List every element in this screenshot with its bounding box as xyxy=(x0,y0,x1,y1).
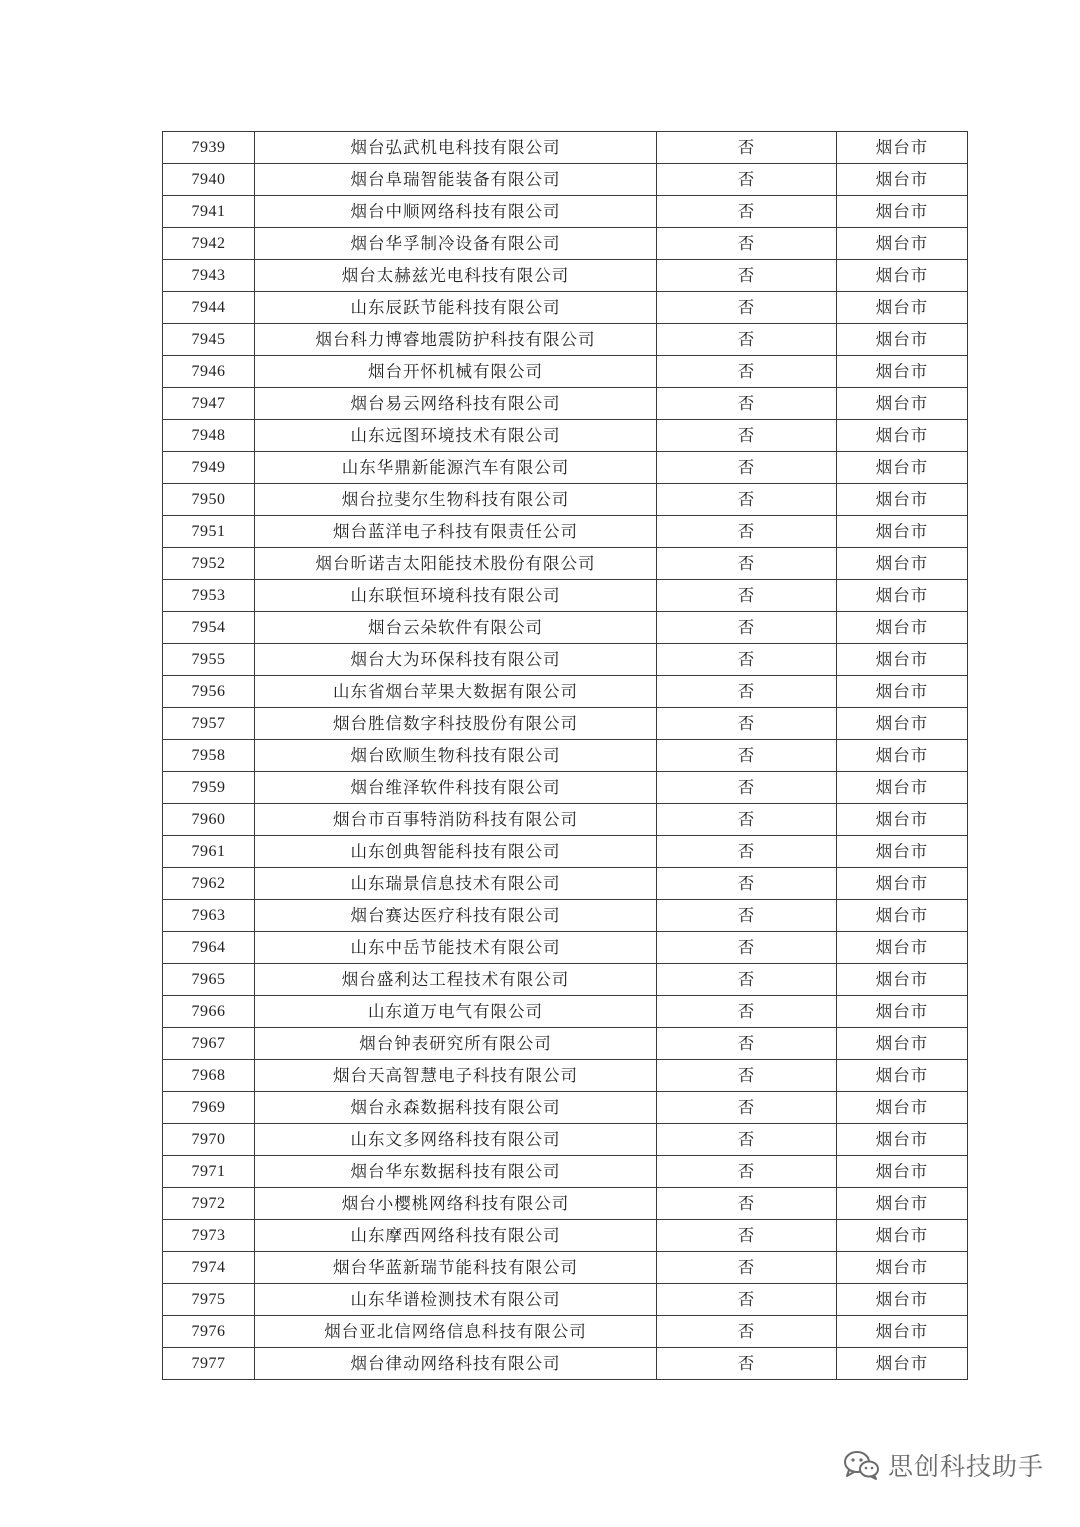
wechat-icon xyxy=(842,1449,880,1481)
table-row xyxy=(163,900,968,932)
row-number-cell: 7955 xyxy=(163,644,255,676)
flag-cell: 否 xyxy=(657,772,837,804)
row-number-cell: 7960 xyxy=(163,804,255,836)
city-cell: 烟台市 xyxy=(837,1252,968,1284)
row-number-cell: 7967 xyxy=(163,1028,255,1060)
table-row xyxy=(163,1060,968,1092)
row-number-cell: 7950 xyxy=(163,484,255,516)
flag-cell: 否 xyxy=(657,164,837,196)
watermark xyxy=(842,1447,1044,1483)
company-name-cell: 烟台永森数据科技有限公司 xyxy=(255,1092,657,1124)
city-cell: 烟台市 xyxy=(837,868,968,900)
row-number-cell: 7972 xyxy=(163,1188,255,1220)
city-cell: 烟台市 xyxy=(837,196,968,228)
flag-cell: 否 xyxy=(657,740,837,772)
city-cell: 烟台市 xyxy=(837,1156,968,1188)
company-name-cell: 烟台律动网络科技有限公司 xyxy=(255,1348,657,1380)
company-name-cell: 山东创典智能科技有限公司 xyxy=(255,836,657,868)
row-number-cell: 7953 xyxy=(163,580,255,612)
city-cell: 烟台市 xyxy=(837,548,968,580)
row-number-cell: 7974 xyxy=(163,1252,255,1284)
row-number-cell: 7952 xyxy=(163,548,255,580)
flag-cell: 否 xyxy=(657,1124,837,1156)
row-number-cell: 7946 xyxy=(163,356,255,388)
flag-cell: 否 xyxy=(657,196,837,228)
flag-cell: 否 xyxy=(657,1188,837,1220)
table-row xyxy=(163,228,968,260)
table-row xyxy=(163,1284,968,1316)
row-number-cell: 7977 xyxy=(163,1348,255,1380)
table-row xyxy=(163,804,968,836)
city-cell: 烟台市 xyxy=(837,708,968,740)
table-row xyxy=(163,1220,968,1252)
table-row xyxy=(163,484,968,516)
city-cell: 烟台市 xyxy=(837,132,968,164)
table-row xyxy=(163,1252,968,1284)
city-cell: 烟台市 xyxy=(837,964,968,996)
table-row xyxy=(163,548,968,580)
table-row xyxy=(163,772,968,804)
city-cell: 烟台市 xyxy=(837,932,968,964)
row-number-cell: 7971 xyxy=(163,1156,255,1188)
city-cell: 烟台市 xyxy=(837,1316,968,1348)
flag-cell: 否 xyxy=(657,516,837,548)
company-name-cell: 烟台蓝洋电子科技有限责任公司 xyxy=(255,516,657,548)
company-name-cell: 山东联恒环境科技有限公司 xyxy=(255,580,657,612)
flag-cell: 否 xyxy=(657,804,837,836)
city-cell: 烟台市 xyxy=(837,804,968,836)
company-name-cell: 烟台华东数据科技有限公司 xyxy=(255,1156,657,1188)
company-name-cell: 烟台盛利达工程技术有限公司 xyxy=(255,964,657,996)
table-row xyxy=(163,164,968,196)
row-number-cell: 7957 xyxy=(163,708,255,740)
company-name-cell: 烟台华孚制冷设备有限公司 xyxy=(255,228,657,260)
company-name-cell: 烟台维泽软件科技有限公司 xyxy=(255,772,657,804)
row-number-cell: 7939 xyxy=(163,132,255,164)
table-row xyxy=(163,964,968,996)
flag-cell: 否 xyxy=(657,324,837,356)
company-name-cell: 烟台市百事特消防科技有限公司 xyxy=(255,804,657,836)
row-number-cell: 7965 xyxy=(163,964,255,996)
row-number-cell: 7961 xyxy=(163,836,255,868)
flag-cell: 否 xyxy=(657,580,837,612)
table-row xyxy=(163,420,968,452)
table-row xyxy=(163,1316,968,1348)
table-row xyxy=(163,1156,968,1188)
table-row xyxy=(163,836,968,868)
company-name-cell: 山东中岳节能技术有限公司 xyxy=(255,932,657,964)
flag-cell: 否 xyxy=(657,676,837,708)
table-row xyxy=(163,132,968,164)
row-number-cell: 7942 xyxy=(163,228,255,260)
city-cell: 烟台市 xyxy=(837,996,968,1028)
table-row xyxy=(163,452,968,484)
table-row xyxy=(163,612,968,644)
table-row xyxy=(163,1092,968,1124)
table-row xyxy=(163,580,968,612)
flag-cell: 否 xyxy=(657,1156,837,1188)
row-number-cell: 7945 xyxy=(163,324,255,356)
flag-cell: 否 xyxy=(657,612,837,644)
flag-cell: 否 xyxy=(657,228,837,260)
row-number-cell: 7975 xyxy=(163,1284,255,1316)
company-name-cell: 山东摩西网络科技有限公司 xyxy=(255,1220,657,1252)
company-name-cell: 山东瑞景信息技术有限公司 xyxy=(255,868,657,900)
flag-cell: 否 xyxy=(657,292,837,324)
row-number-cell: 7962 xyxy=(163,868,255,900)
city-cell: 烟台市 xyxy=(837,164,968,196)
flag-cell: 否 xyxy=(657,1092,837,1124)
company-name-cell: 烟台胜信数字科技股份有限公司 xyxy=(255,708,657,740)
city-cell: 烟台市 xyxy=(837,740,968,772)
city-cell: 烟台市 xyxy=(837,228,968,260)
company-name-cell: 烟台华蓝新瑞节能科技有限公司 xyxy=(255,1252,657,1284)
table-row xyxy=(163,388,968,420)
row-number-cell: 7949 xyxy=(163,452,255,484)
city-cell: 烟台市 xyxy=(837,1348,968,1380)
row-number-cell: 7956 xyxy=(163,676,255,708)
row-number-cell: 7963 xyxy=(163,900,255,932)
company-name-cell: 烟台欧顺生物科技有限公司 xyxy=(255,740,657,772)
watermark-text: 思创科技助手 xyxy=(887,1452,1044,1481)
row-number-cell: 7943 xyxy=(163,260,255,292)
city-cell: 烟台市 xyxy=(837,612,968,644)
city-cell: 烟台市 xyxy=(837,644,968,676)
table-row xyxy=(163,356,968,388)
company-name-cell: 山东华鼎新能源汽车有限公司 xyxy=(255,452,657,484)
table-row xyxy=(163,996,968,1028)
company-name-cell: 烟台中顺网络科技有限公司 xyxy=(255,196,657,228)
city-cell: 烟台市 xyxy=(837,324,968,356)
city-cell: 烟台市 xyxy=(837,516,968,548)
city-cell: 烟台市 xyxy=(837,836,968,868)
city-cell: 烟台市 xyxy=(837,356,968,388)
flag-cell: 否 xyxy=(657,1060,837,1092)
flag-cell: 否 xyxy=(657,900,837,932)
company-name-cell: 烟台昕诺吉太阳能技术股份有限公司 xyxy=(255,548,657,580)
table-row xyxy=(163,868,968,900)
company-name-cell: 烟台云朵软件有限公司 xyxy=(255,612,657,644)
flag-cell: 否 xyxy=(657,1028,837,1060)
table-row xyxy=(163,516,968,548)
company-name-cell: 烟台科力博睿地震防护科技有限公司 xyxy=(255,324,657,356)
city-cell: 烟台市 xyxy=(837,1028,968,1060)
company-name-cell: 烟台阜瑞智能装备有限公司 xyxy=(255,164,657,196)
flag-cell: 否 xyxy=(657,1348,837,1380)
row-number-cell: 7966 xyxy=(163,996,255,1028)
table-row xyxy=(163,1188,968,1220)
company-name-cell: 山东远图环境技术有限公司 xyxy=(255,420,657,452)
flag-cell: 否 xyxy=(657,1252,837,1284)
flag-cell: 否 xyxy=(657,132,837,164)
row-number-cell: 7940 xyxy=(163,164,255,196)
row-number-cell: 7947 xyxy=(163,388,255,420)
city-cell: 烟台市 xyxy=(837,1284,968,1316)
city-cell: 烟台市 xyxy=(837,772,968,804)
city-cell: 烟台市 xyxy=(837,1124,968,1156)
flag-cell: 否 xyxy=(657,452,837,484)
row-number-cell: 7959 xyxy=(163,772,255,804)
company-name-cell: 烟台弘武机电科技有限公司 xyxy=(255,132,657,164)
table-row xyxy=(163,260,968,292)
city-cell: 烟台市 xyxy=(837,420,968,452)
company-name-cell: 山东辰跃节能科技有限公司 xyxy=(255,292,657,324)
flag-cell: 否 xyxy=(657,964,837,996)
city-cell: 烟台市 xyxy=(837,388,968,420)
row-number-cell: 7969 xyxy=(163,1092,255,1124)
flag-cell: 否 xyxy=(657,260,837,292)
flag-cell: 否 xyxy=(657,1316,837,1348)
flag-cell: 否 xyxy=(657,356,837,388)
company-name-cell: 烟台开怀机械有限公司 xyxy=(255,356,657,388)
company-name-cell: 山东道万电气有限公司 xyxy=(255,996,657,1028)
table-row xyxy=(163,740,968,772)
city-cell: 烟台市 xyxy=(837,1060,968,1092)
company-name-cell: 烟台易云网络科技有限公司 xyxy=(255,388,657,420)
row-number-cell: 7968 xyxy=(163,1060,255,1092)
row-number-cell: 7954 xyxy=(163,612,255,644)
flag-cell: 否 xyxy=(657,548,837,580)
city-cell: 烟台市 xyxy=(837,260,968,292)
city-cell: 烟台市 xyxy=(837,1188,968,1220)
city-cell: 烟台市 xyxy=(837,580,968,612)
company-name-cell: 烟台天高智慧电子科技有限公司 xyxy=(255,1060,657,1092)
table-row xyxy=(163,1348,968,1380)
row-number-cell: 7944 xyxy=(163,292,255,324)
table-row xyxy=(163,196,968,228)
city-cell: 烟台市 xyxy=(837,452,968,484)
table-row xyxy=(163,292,968,324)
row-number-cell: 7964 xyxy=(163,932,255,964)
company-name-cell: 烟台亚北信网络信息科技有限公司 xyxy=(255,1316,657,1348)
table-row xyxy=(163,1124,968,1156)
company-name-cell: 山东文多网络科技有限公司 xyxy=(255,1124,657,1156)
company-name-cell: 烟台钟表研究所有限公司 xyxy=(255,1028,657,1060)
row-number-cell: 7973 xyxy=(163,1220,255,1252)
company-name-cell: 烟台赛达医疗科技有限公司 xyxy=(255,900,657,932)
city-cell: 烟台市 xyxy=(837,1092,968,1124)
table-row xyxy=(163,324,968,356)
flag-cell: 否 xyxy=(657,708,837,740)
city-cell: 烟台市 xyxy=(837,292,968,324)
flag-cell: 否 xyxy=(657,388,837,420)
table-row xyxy=(163,932,968,964)
company-name-cell: 烟台太赫兹光电科技有限公司 xyxy=(255,260,657,292)
company-name-cell: 烟台大为环保科技有限公司 xyxy=(255,644,657,676)
table-row xyxy=(163,676,968,708)
table-row xyxy=(163,708,968,740)
row-number-cell: 7941 xyxy=(163,196,255,228)
row-number-cell: 7951 xyxy=(163,516,255,548)
company-name-cell: 山东华谱检测技术有限公司 xyxy=(255,1284,657,1316)
flag-cell: 否 xyxy=(657,484,837,516)
flag-cell: 否 xyxy=(657,868,837,900)
flag-cell: 否 xyxy=(657,932,837,964)
table-row xyxy=(163,1028,968,1060)
table-row xyxy=(163,644,968,676)
city-cell: 烟台市 xyxy=(837,676,968,708)
flag-cell: 否 xyxy=(657,996,837,1028)
company-name-cell: 山东省烟台苹果大数据有限公司 xyxy=(255,676,657,708)
flag-cell: 否 xyxy=(657,836,837,868)
row-number-cell: 7976 xyxy=(163,1316,255,1348)
flag-cell: 否 xyxy=(657,644,837,676)
row-number-cell: 7970 xyxy=(163,1124,255,1156)
company-name-cell: 烟台小樱桃网络科技有限公司 xyxy=(255,1188,657,1220)
row-number-cell: 7948 xyxy=(163,420,255,452)
flag-cell: 否 xyxy=(657,1220,837,1252)
row-number-cell: 7958 xyxy=(163,740,255,772)
city-cell: 烟台市 xyxy=(837,1220,968,1252)
flag-cell: 否 xyxy=(657,420,837,452)
table-body xyxy=(163,132,968,1380)
flag-cell: 否 xyxy=(657,1284,837,1316)
company-name-cell: 烟台拉斐尔生物科技有限公司 xyxy=(255,484,657,516)
city-cell: 烟台市 xyxy=(837,484,968,516)
company-table xyxy=(162,131,968,1380)
city-cell: 烟台市 xyxy=(837,900,968,932)
